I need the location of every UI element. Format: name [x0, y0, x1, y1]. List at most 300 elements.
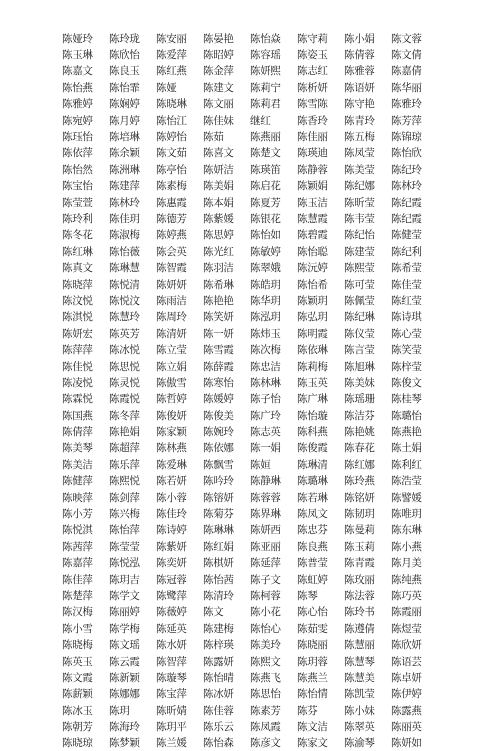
name-cell: 陈晓梅 — [62, 639, 93, 652]
name-cell: 陈晓琼 — [62, 737, 93, 750]
name-cell: 陈昕婧 — [156, 704, 187, 717]
name-cell: 陈良玉 — [109, 65, 140, 78]
name-cell: 陈小花 — [250, 606, 281, 619]
name-row — [62, 243, 438, 259]
name-cell: 陈凌悦 — [62, 376, 93, 389]
name-row — [62, 571, 438, 587]
name-cell: 陈熙文 — [250, 655, 281, 668]
name-cell: 陈佳莹 — [391, 278, 422, 291]
name-cell: 陈素梅 — [156, 180, 187, 193]
name-cell: 陈文丽 — [203, 98, 234, 111]
name-cell: 陈若琳 — [297, 491, 328, 504]
name-cell: 陈健莹 — [391, 229, 422, 242]
name-cell: 陈欣妍 — [391, 639, 422, 652]
name-row — [62, 46, 438, 62]
name-cell: 陈熙莹 — [344, 262, 375, 275]
name-cell: 陈茜萍 — [62, 540, 93, 553]
name-cell: 陈冰妍 — [203, 688, 234, 701]
name-cell: 陈法蓉 — [344, 589, 375, 602]
name-cell: 陈文蓉 — [391, 32, 422, 45]
name-cell: 陈小蓉 — [156, 491, 187, 504]
name-cell: 陈明霞 — [297, 327, 328, 340]
name-cell: 陈芬 — [297, 704, 318, 717]
name-cell: 陈紫妍 — [156, 540, 187, 553]
name-cell: 陈倩萍 — [62, 426, 93, 439]
name-cell: 陈心莹 — [391, 327, 422, 340]
name-cell: 陈华丽 — [391, 81, 422, 94]
name-cell: 陈东琳 — [391, 524, 422, 537]
name-cell: 陈玲珑 — [109, 32, 140, 45]
name-cell: 陈宝怡 — [62, 180, 93, 193]
name-cell: 陈水妍 — [156, 639, 187, 652]
name-row — [62, 473, 438, 489]
name-cell: 陈本娟 — [203, 196, 234, 209]
name-cell: 陈小娟 — [344, 32, 375, 45]
name-cell: 陈纪玲 — [391, 163, 422, 176]
name-cell: 陈玥吉 — [109, 573, 140, 586]
name-cell: 陈翠娥 — [250, 262, 281, 275]
name-cell: 陈利红 — [391, 458, 422, 471]
name-cell: 陈广琳 — [297, 393, 328, 406]
name-cell: 陈忠洁 — [250, 360, 281, 373]
name-row — [62, 702, 438, 718]
name-cell: 陈玉莉 — [344, 540, 375, 553]
name-cell: 陈韦莹 — [344, 212, 375, 225]
name-cell: 陈熙悦 — [109, 475, 140, 488]
name-cell: 陈艳姚 — [344, 426, 375, 439]
name-cell: 陈普莹 — [297, 557, 328, 570]
name-cell: 陈美莹 — [344, 163, 375, 176]
name-cell: 陈夏芳 — [250, 196, 281, 209]
name-cell: 陈奕妍 — [156, 557, 187, 570]
name-cell: 陈乐萍 — [109, 458, 140, 471]
name-cell: 陈嘉倩 — [391, 65, 422, 78]
name-cell: 陈琴 — [297, 589, 318, 602]
name-cell: 陈巧英 — [391, 589, 422, 602]
name-cell: 陈晓丽 — [297, 639, 328, 652]
name-cell: 陈余颖 — [109, 147, 140, 160]
name-cell: 陈桂琴 — [391, 393, 422, 406]
name-cell: 陈昭婷 — [203, 49, 234, 62]
name-cell: 陈喜文 — [203, 147, 234, 160]
name-cell: 陈纪霞 — [391, 196, 422, 209]
name-cell: 陈婷怡 — [156, 131, 187, 144]
name-cell: 陈怡璇 — [297, 409, 328, 422]
name-cell: 陈安丽 — [156, 32, 187, 45]
name-cell: 陈颖娟 — [297, 180, 328, 193]
name-cell: 陈立娟 — [156, 360, 187, 373]
name-row — [62, 653, 438, 669]
name-cell: 陈怡然 — [62, 163, 93, 176]
name-cell: 陈俊妍 — [156, 409, 187, 422]
name-cell: 陈月美 — [391, 557, 422, 570]
name-cell: 陈容瑶 — [250, 49, 281, 62]
name-cell: 陈思婷 — [203, 229, 234, 242]
name-row — [62, 522, 438, 538]
name-cell: 陈兰媛 — [156, 737, 187, 750]
name-cell: 陈柯蓉 — [250, 589, 281, 602]
name-cell: 陈妍妍 — [156, 278, 187, 291]
name-cell: 陈朝芳 — [62, 721, 93, 734]
name-cell: 陈妍西 — [250, 524, 281, 537]
name-cell: 陈丽婷 — [109, 606, 140, 619]
name-cell: 陈纪利 — [391, 245, 422, 258]
name-row — [62, 686, 438, 702]
name-row — [62, 178, 438, 194]
name-cell: 陈析妍 — [297, 81, 328, 94]
name-cell: 陈玫丽 — [344, 573, 375, 586]
name-cell: 陈敏婷 — [250, 245, 281, 258]
name-cell: 陈玲利 — [62, 212, 93, 225]
name-row — [62, 718, 438, 734]
name-cell: 陈林玲 — [109, 196, 140, 209]
name-cell: 陈傲雪 — [156, 376, 187, 389]
name-cell: 陈鹭萍 — [156, 589, 187, 602]
name-cell: 陈小妹 — [344, 704, 375, 717]
name-cell: 陈广玲 — [250, 409, 281, 422]
name-cell: 陈莉君 — [250, 98, 281, 111]
name-cell: 陈怡情 — [297, 688, 328, 701]
name-cell: 陈慧琴 — [344, 655, 375, 668]
name-cell: 陈寒怡 — [203, 376, 234, 389]
name-cell: 陈红琳 — [62, 245, 93, 258]
name-cell: 陈笑妍 — [203, 311, 234, 324]
name-row — [62, 505, 438, 521]
name-cell: 陈茹雯 — [297, 622, 328, 635]
name-cell: 陈依萍 — [62, 147, 93, 160]
name-cell: 陈玉琳 — [62, 49, 93, 62]
name-cell: 陈悦泓 — [109, 557, 140, 570]
name-cell: 陈云霞 — [109, 655, 140, 668]
name-cell: 陈伊婷 — [391, 688, 422, 701]
name-cell: 陈小雪 — [62, 622, 93, 635]
name-cell: 陈文茹 — [156, 147, 187, 160]
name-cell: 陈智萍 — [156, 655, 187, 668]
name-cell: 陈艳娟 — [109, 426, 140, 439]
name-cell: 陈玲燕 — [344, 475, 375, 488]
name-cell: 陈哲婷 — [156, 393, 187, 406]
name-cell: 陈乐云 — [203, 721, 234, 734]
name-cell: 陈莉宁 — [250, 81, 281, 94]
name-cell: 陈燕兰 — [297, 671, 328, 684]
name-cell: 陈雅婷 — [62, 98, 93, 111]
name-cell: 陈若妍 — [156, 475, 187, 488]
name-cell: 陈亭怡 — [156, 163, 187, 176]
name-cell: 陈一妍 — [203, 327, 234, 340]
name-cell: 陈延英 — [156, 622, 187, 635]
name-cell: 陈俊文 — [391, 376, 422, 389]
name-cell: 陈婉玲 — [203, 426, 234, 439]
name-cell: 陈瑛笛 — [250, 163, 281, 176]
name-cell: 陈汶悦 — [62, 294, 93, 307]
name-cell: 陈遵倩 — [344, 622, 375, 635]
name-cell: 陈慧霞 — [297, 212, 328, 225]
name-cell: 陈怡焱 — [250, 32, 281, 45]
name-cell: 陈玥 — [109, 704, 130, 717]
name-cell: 陈姮 — [250, 458, 271, 471]
name-cell: 陈良燕 — [297, 540, 328, 553]
name-cell: 陈小芳 — [62, 508, 93, 521]
name-cell: 继红 — [250, 114, 271, 127]
name-cell: 陈一娟 — [250, 442, 281, 455]
name-cell: 陈莹莹 — [109, 540, 140, 553]
name-cell: 陈国燕 — [62, 409, 93, 422]
name-row — [62, 620, 438, 636]
name-row — [62, 341, 438, 357]
name-cell: 陈红燕 — [156, 65, 187, 78]
name-cell: 陈文瑶 — [109, 639, 140, 652]
name-cell: 陈思怡 — [250, 688, 281, 701]
name-cell: 陈燕飞 — [250, 671, 281, 684]
name-cell: 陈志红 — [297, 65, 328, 78]
name-cell: 陈妍宏 — [62, 327, 93, 340]
name-cell: 陈蓉蓉 — [250, 491, 281, 504]
name-cell: 陈忠芬 — [297, 524, 328, 537]
name-cell: 陈青玲 — [344, 114, 375, 127]
name-cell: 陈娜娜 — [109, 688, 140, 701]
name-cell: 陈霞丽 — [391, 606, 422, 619]
name-cell: 陈志英 — [250, 426, 281, 439]
name-cell: 陈冬萍 — [109, 409, 140, 422]
name-cell: 陈昕莹 — [344, 196, 375, 209]
name-cell: 陈真文 — [62, 262, 93, 275]
name-cell: 陈晏艳 — [203, 32, 234, 45]
name-cell: 陈汉梅 — [62, 606, 93, 619]
name-row — [62, 79, 438, 95]
name-cell: 陈俊霞 — [297, 442, 328, 455]
name-cell: 陈家颖 — [156, 426, 187, 439]
name-row — [62, 145, 438, 161]
name-cell: 陈妍如 — [391, 737, 422, 750]
name-cell: 陈佳玲 — [156, 508, 187, 521]
name-cell: 陈冬花 — [62, 229, 93, 242]
name-cell: 陈悦淇 — [62, 524, 93, 537]
name-cell: 陈怡欣 — [391, 147, 422, 160]
name-row — [62, 604, 438, 620]
name-cell: 陈楚萍 — [62, 589, 93, 602]
name-cell: 陈静蓉 — [297, 163, 328, 176]
name-cell: 陈怡萍 — [109, 524, 140, 537]
name-cell: 陈薪颖 — [62, 688, 93, 701]
name-cell: 陈淑梅 — [109, 229, 140, 242]
name-cell: 陈虹婷 — [297, 573, 328, 586]
name-cell: 陈淇悦 — [62, 311, 93, 324]
name-cell: 陈雨洁 — [156, 294, 187, 307]
name-cell: 陈思悦 — [109, 360, 140, 373]
name-cell: 陈紫媛 — [203, 212, 234, 225]
name-row — [62, 735, 438, 751]
name-cell: 陈琳琳 — [203, 524, 234, 537]
name-cell: 陈珏怡 — [62, 131, 93, 144]
name-cell: 陈光红 — [203, 245, 234, 258]
name-cell: 陈弘玥 — [297, 311, 328, 324]
name-cell: 陈健萍 — [62, 475, 93, 488]
name-cell: 陈美洁 — [62, 458, 93, 471]
name-cell: 陈娴婷 — [109, 98, 140, 111]
name-cell: 陈霖悦 — [62, 393, 93, 406]
name-cell: 陈璐怡 — [391, 409, 422, 422]
name-cell: 陈次梅 — [250, 344, 281, 357]
name-cell: 陈芳萍 — [391, 114, 422, 127]
name-row — [62, 210, 438, 226]
name-row — [62, 636, 438, 652]
name-cell: 陈吟玲 — [203, 475, 234, 488]
name-cell: 陈佳萍 — [62, 573, 93, 586]
name-cell: 陈玲书 — [344, 606, 375, 619]
name-cell: 陈亚丽 — [250, 540, 281, 553]
name-cell: 陈璐琳 — [297, 475, 328, 488]
name-cell: 陈瑛迪 — [297, 147, 328, 160]
name-cell: 陈俊美 — [203, 409, 234, 422]
name-cell: 陈洁芬 — [344, 409, 375, 422]
name-cell: 陈林燕 — [156, 442, 187, 455]
name-cell: 陈可莹 — [344, 278, 375, 291]
name-cell: 陈旭琳 — [344, 360, 375, 373]
name-cell: 陈炜玉 — [250, 327, 281, 340]
name-cell: 陈燕丽 — [250, 131, 281, 144]
name-cell: 陈梦颖 — [109, 737, 140, 750]
name-cell: 陈新颖 — [109, 671, 140, 684]
name-cell: 陈学文 — [109, 589, 140, 602]
name-cell: 陈超萍 — [109, 442, 140, 455]
name-cell: 陈灵悦 — [109, 376, 140, 389]
name-cell: 陈瑶珊 — [344, 393, 375, 406]
name-cell: 陈素芳 — [250, 704, 281, 717]
name-cell: 陈皓玥 — [250, 278, 281, 291]
name-row — [62, 63, 438, 79]
name-cell: 陈凯莹 — [344, 688, 375, 701]
name-cell: 陈镕妍 — [203, 491, 234, 504]
name-cell: 陈德芳 — [156, 212, 187, 225]
name-row — [62, 292, 438, 308]
name-cell: 陈碧霞 — [297, 229, 328, 242]
name-row — [62, 587, 438, 603]
name-cell: 陈媛婷 — [203, 393, 234, 406]
name-cell: 陈清妍 — [156, 327, 187, 340]
name-cell: 陈静琳 — [250, 475, 281, 488]
name-cell: 陈语芸 — [391, 655, 422, 668]
name-cell: 陈玥平 — [156, 721, 187, 734]
name-cell: 陈姿玉 — [297, 49, 328, 62]
name-cell: 陈楚文 — [250, 147, 281, 160]
name-cell: 陈悦汶 — [109, 294, 140, 307]
name-cell: 陈兴梅 — [109, 508, 140, 521]
name-cell: 陈霞悦 — [109, 393, 140, 406]
name-cell: 陈希莹 — [391, 262, 422, 275]
name-cell: 陈剑萍 — [109, 491, 140, 504]
name-cell: 陈飘雪 — [203, 458, 234, 471]
name-row — [62, 374, 438, 390]
name-cell: 陈文倩 — [391, 49, 422, 62]
name-cell: 陈佳丽 — [297, 131, 328, 144]
name-cell: 陈心怡 — [297, 606, 328, 619]
name-cell: 陈建萍 — [109, 180, 140, 193]
name-row — [62, 309, 438, 325]
name-row — [62, 538, 438, 554]
name-cell: 陈怡希 — [297, 278, 328, 291]
name-cell: 陈怡聪 — [297, 245, 328, 258]
name-cell: 陈浩莹 — [391, 475, 422, 488]
name-cell: 陈爱琳 — [156, 458, 187, 471]
name-row — [62, 358, 438, 374]
name-row — [62, 489, 438, 505]
name-row — [62, 423, 438, 439]
name-cell: 陈羽洁 — [203, 262, 234, 275]
name-cell: 陈林玲 — [391, 180, 422, 193]
name-cell: 陈依娜 — [203, 442, 234, 455]
name-row — [62, 325, 438, 341]
name-cell: 陈佳玥 — [109, 212, 140, 225]
name-cell: 陈爱萍 — [156, 49, 187, 62]
name-cell: 陈佳妹 — [203, 114, 234, 127]
name-cell: 陈梓瑛 — [203, 639, 234, 652]
name-cell: 陈守莉 — [297, 32, 328, 45]
name-cell: 陈银花 — [250, 212, 281, 225]
name-grid — [62, 30, 438, 751]
name-cell: 陈渝琴 — [344, 737, 375, 750]
name-cell: 陈建文 — [203, 81, 234, 94]
name-cell: 陈泓玥 — [250, 311, 281, 324]
name-cell: 陈小燕 — [391, 540, 422, 553]
name-row — [62, 456, 438, 472]
name-cell: 陈琳慧 — [109, 262, 140, 275]
name-cell: 陈语妍 — [344, 81, 375, 94]
name-cell: 陈美玲 — [250, 639, 281, 652]
name-cell: 陈怡江 — [156, 114, 187, 127]
name-cell: 陈学梅 — [109, 622, 140, 635]
name-cell: 陈晓萍 — [62, 278, 93, 291]
name-cell: 陈嘉文 — [62, 65, 93, 78]
name-cell: 陈科燕 — [297, 426, 328, 439]
name-row — [62, 161, 438, 177]
name-cell: 陈悦清 — [109, 278, 140, 291]
name-cell: 陈娅玲 — [62, 32, 93, 45]
name-cell: 陈希琳 — [203, 278, 234, 291]
name-row — [62, 440, 438, 456]
name-cell: 陈智霞 — [156, 262, 187, 275]
name-cell: 陈红娜 — [344, 458, 375, 471]
name-cell: 陈文 — [203, 606, 224, 619]
name-cell: 陈香玲 — [297, 114, 328, 127]
name-cell: 陈怡心 — [250, 622, 281, 635]
name-cell: 陈棋妍 — [203, 557, 234, 570]
name-cell: 陈韧玥 — [344, 508, 375, 521]
name-cell: 陈宛婷 — [62, 114, 93, 127]
name-cell: 陈依琳 — [297, 344, 328, 357]
name-cell: 陈家文 — [297, 737, 328, 750]
name-cell: 陈菊芬 — [203, 508, 234, 521]
name-cell: 陈怡霏 — [109, 81, 140, 94]
name-cell: 陈纯燕 — [391, 573, 422, 586]
name-cell: 陈林琳 — [250, 376, 281, 389]
name-cell: 陈红娟 — [203, 540, 234, 553]
name-row — [62, 112, 438, 128]
name-cell: 陈红莹 — [391, 294, 422, 307]
name-cell: 陈映萍 — [62, 491, 93, 504]
name-cell: 陈怡如 — [250, 229, 281, 242]
name-cell: 陈培琳 — [109, 131, 140, 144]
name-cell: 陈会英 — [156, 245, 187, 258]
name-cell: 陈娅 — [156, 81, 177, 94]
name-row — [62, 669, 438, 685]
name-cell: 陈仪莹 — [344, 327, 375, 340]
name-cell: 陈梓莹 — [391, 360, 422, 373]
name-cell: 陈凤莹 — [344, 147, 375, 160]
name-cell: 陈沅婷 — [297, 262, 328, 275]
name-cell: 陈周玲 — [156, 311, 187, 324]
name-cell: 陈诗婷 — [156, 524, 187, 537]
name-cell: 陈玥蓉 — [297, 655, 328, 668]
